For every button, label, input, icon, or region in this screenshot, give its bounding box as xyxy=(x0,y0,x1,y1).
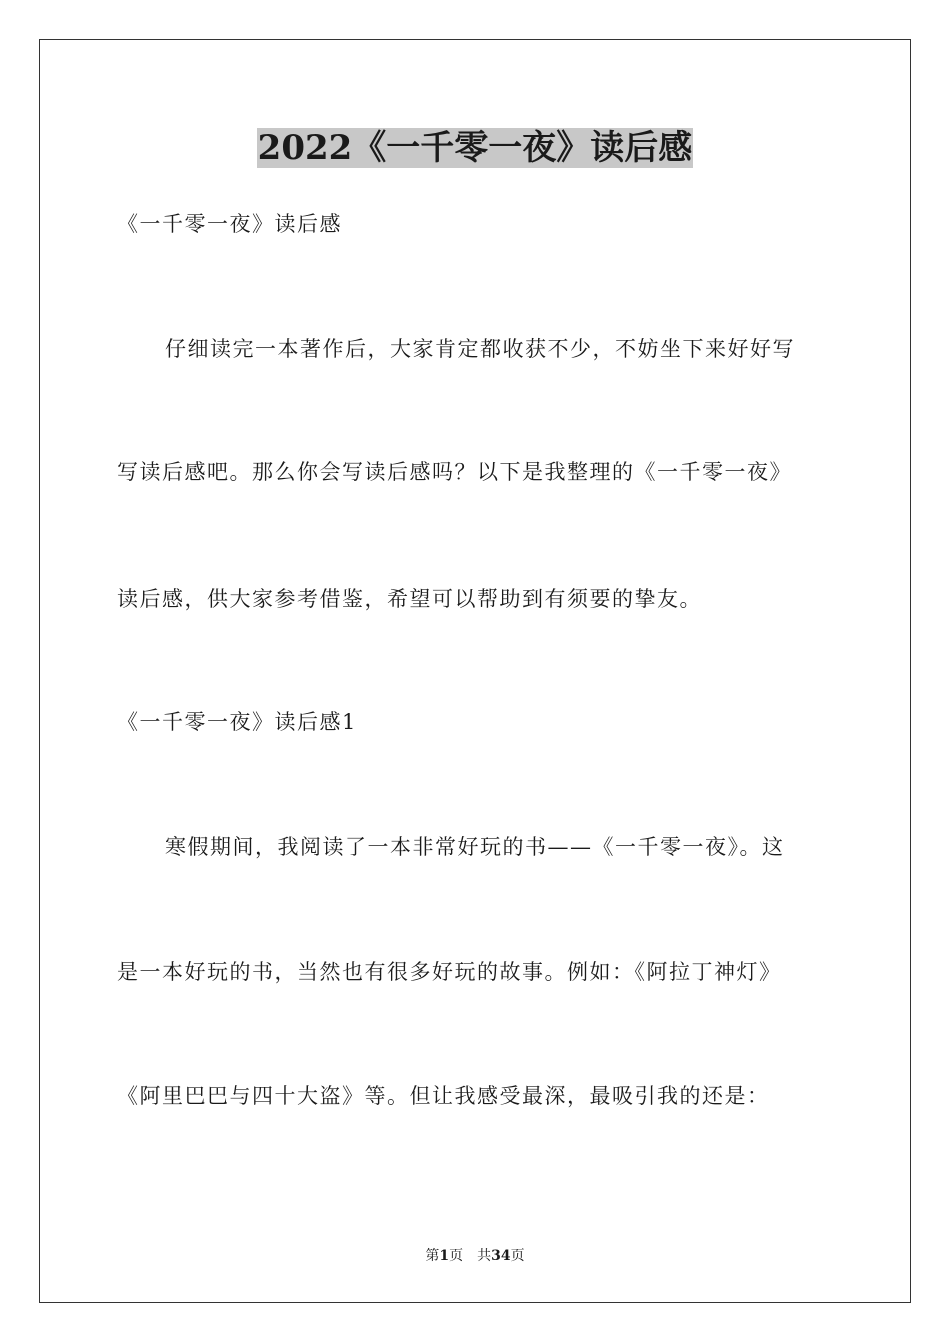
footer-page-suffix: 页 xyxy=(449,1248,464,1264)
body-line-3: 《阿里巴巴与四十大盗》等。但让我感受最深，最吸引我的还是： xyxy=(117,1084,770,1108)
footer-total-prefix: 共 xyxy=(477,1248,492,1264)
footer-page-number: 1 xyxy=(439,1248,450,1264)
footer-total-pages: 34 xyxy=(491,1248,511,1264)
intro-line-3: 读后感，供大家参考借鉴，希望可以帮助到有须要的挚友。 xyxy=(117,587,702,611)
body-line-1: 寒假期间，我阅读了一本非常好玩的书——《一千零一夜》。这 xyxy=(165,835,785,859)
intro-line-2: 写读后感吧。那么你会写读后感吗？以下是我整理的《一千零一夜》 xyxy=(117,460,792,484)
section-heading-main: 《一千零一夜》读后感 xyxy=(117,212,342,236)
body-line-2: 是一本好玩的书，当然也有很多好玩的故事。例如：《阿拉丁神灯》 xyxy=(117,960,782,984)
document-title: 2022《一千零一夜》读后感 xyxy=(257,128,693,168)
page-footer xyxy=(0,1247,950,1265)
section-heading-1: 《一千零一夜》读后感1 xyxy=(117,710,357,734)
document-title-container xyxy=(0,128,950,168)
intro-line-1: 仔细读完一本著作后，大家肯定都收获不少，不妨坐下来好好写 xyxy=(165,337,795,361)
footer-total-suffix: 页 xyxy=(510,1248,525,1264)
footer-page-prefix: 第 xyxy=(425,1248,440,1264)
